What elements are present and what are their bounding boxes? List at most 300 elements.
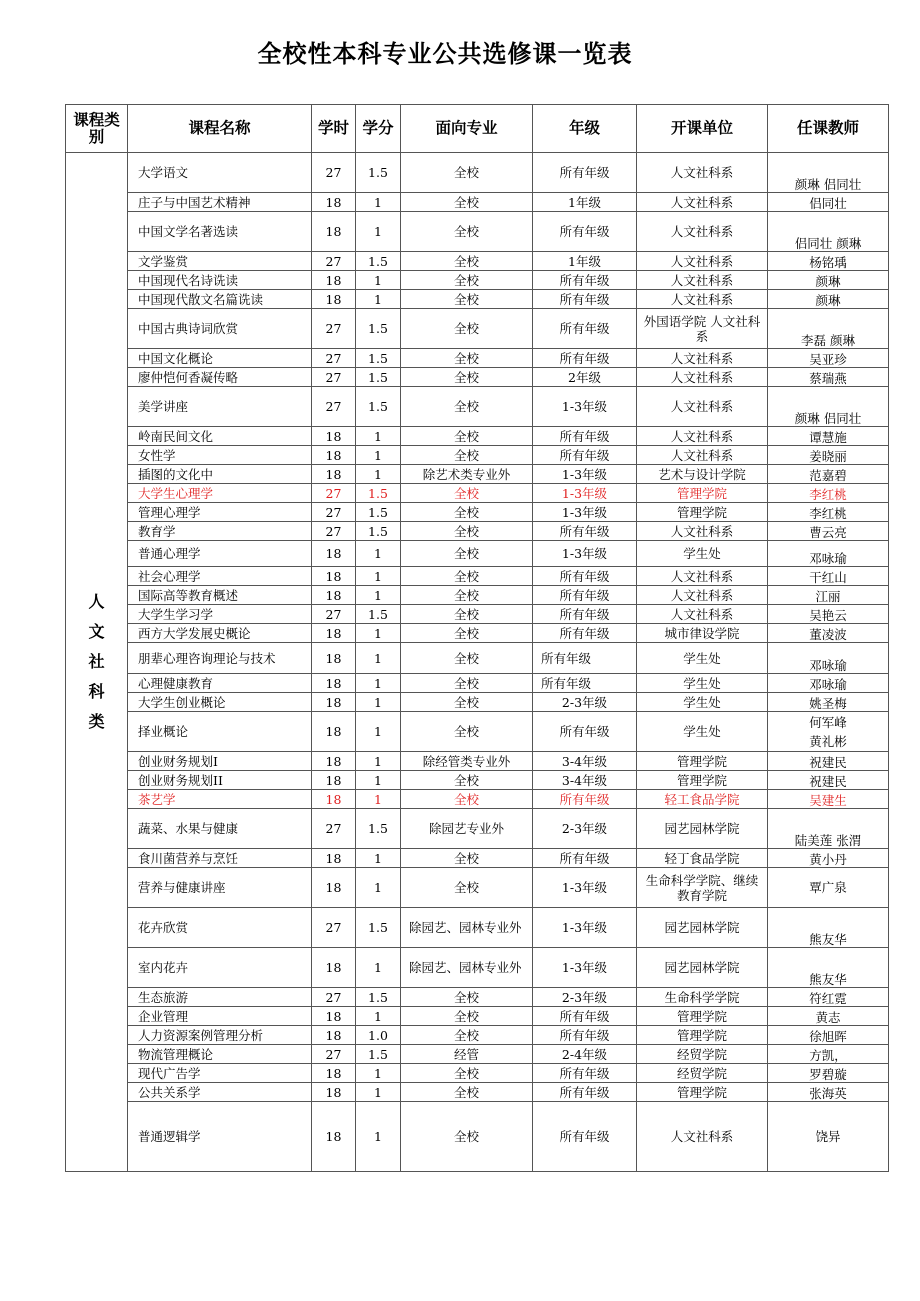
table-row [66, 567, 889, 586]
cell-teacher: 何军峰 黄礼彬 [768, 712, 889, 752]
cell-unit: 人文社科系 [637, 193, 768, 212]
cell-teacher: 邓咏瑜 [768, 643, 889, 674]
cell-major: 全校 [401, 1064, 533, 1083]
cell-credits: 1.5 [356, 349, 401, 368]
cell-major: 全校 [401, 674, 533, 693]
cell-credits: 1 [356, 586, 401, 605]
cell-major: 全校 [401, 252, 533, 271]
header-grade: 年级 [533, 105, 637, 153]
cell-name: 心理健康教育 [128, 674, 312, 693]
header-category: 课程类别 [66, 105, 128, 153]
cell-name: 大学生创业概论 [128, 693, 312, 712]
cell-teacher: 侣同壮 颜琳 [768, 212, 889, 252]
cell-credits: 1.5 [356, 484, 401, 503]
cell-name: 大学生学习学 [128, 605, 312, 624]
table-row [66, 427, 889, 446]
cell-hours: 18 [312, 427, 356, 446]
cell-hours: 18 [312, 624, 356, 643]
cell-teacher: 熊友华 [768, 948, 889, 988]
cell-hours: 18 [312, 212, 356, 252]
cell-credits: 1.0 [356, 1026, 401, 1045]
cell-teacher: 邓咏瑜 [768, 674, 889, 693]
cell-major: 全校 [401, 153, 533, 193]
cell-name: 文学鉴赏 [128, 252, 312, 271]
cell-name: 西方大学发展史概论 [128, 624, 312, 643]
cell-unit: 艺术与设计学院 [637, 465, 768, 484]
cell-name: 大学语文 [128, 153, 312, 193]
cell-unit: 生命科学学院、继续教育学院 [637, 868, 768, 908]
cell-credits: 1.5 [356, 153, 401, 193]
cell-major: 除园艺专业外 [401, 809, 533, 849]
cell-grade: 所有年级 [533, 1083, 637, 1102]
cell-grade: 所有年级 [533, 153, 637, 193]
cell-credits: 1 [356, 290, 401, 309]
cell-hours: 18 [312, 465, 356, 484]
cell-unit: 管理学院 [637, 503, 768, 522]
cell-hours: 18 [312, 849, 356, 868]
cell-grade: 2-3年级 [533, 988, 637, 1007]
header-credits: 学分 [356, 105, 401, 153]
header-unit: 开课单位 [637, 105, 768, 153]
cell-teacher: 董凌波 [768, 624, 889, 643]
cell-teacher: 吴艳云 [768, 605, 889, 624]
cell-name: 中国古典诗词欣赏 [128, 309, 312, 349]
cell-major: 全校 [401, 790, 533, 809]
cell-hours: 18 [312, 1064, 356, 1083]
cell-major: 经管 [401, 1045, 533, 1064]
cell-grade: 所有年级 [533, 1064, 637, 1083]
cell-name: 廖仲恺何香凝传略 [128, 368, 312, 387]
cell-teacher: 侣同壮 [768, 193, 889, 212]
cell-grade: 所有年级 [533, 446, 637, 465]
cell-major: 全校 [401, 193, 533, 212]
cell-teacher: 祝建民 [768, 752, 889, 771]
cell-major: 全校 [401, 605, 533, 624]
table-row [66, 484, 889, 503]
cell-unit: 外国语学院 人文社科系 [637, 309, 768, 349]
cell-teacher: 熊友华 [768, 908, 889, 948]
cell-teacher: 范嘉碧 [768, 465, 889, 484]
cell-major: 全校 [401, 484, 533, 503]
cell-hours: 18 [312, 1026, 356, 1045]
cell-credits: 1 [356, 446, 401, 465]
cell-name: 朋辈心理咨询理论与技术 [128, 643, 312, 674]
cell-hours: 18 [312, 771, 356, 790]
cell-unit: 人文社科系 [637, 212, 768, 252]
cell-major: 全校 [401, 868, 533, 908]
cell-unit: 学生处 [637, 693, 768, 712]
cell-credits: 1 [356, 567, 401, 586]
cell-unit: 人文社科系 [637, 522, 768, 541]
cell-teacher: 祝建民 [768, 771, 889, 790]
cell-unit: 人文社科系 [637, 252, 768, 271]
cell-name: 生态旅游 [128, 988, 312, 1007]
cell-credits: 1 [356, 712, 401, 752]
cell-major: 全校 [401, 541, 533, 567]
cell-grade: 1年级 [533, 193, 637, 212]
cell-teacher: 干红山 [768, 567, 889, 586]
cell-hours: 18 [312, 712, 356, 752]
cell-teacher: 吴建生 [768, 790, 889, 809]
cell-major: 全校 [401, 693, 533, 712]
cell-unit: 轻丁食品学院 [637, 849, 768, 868]
cell-teacher: 姚圣梅 [768, 693, 889, 712]
category-cell [66, 153, 128, 1172]
table-row [66, 624, 889, 643]
cell-unit: 经贸学院 [637, 1064, 768, 1083]
cell-credits: 1 [356, 693, 401, 712]
cell-credits: 1 [356, 624, 401, 643]
table-row [66, 1007, 889, 1026]
cell-hours: 18 [312, 567, 356, 586]
cell-teacher: 李红桃 [768, 503, 889, 522]
cell-major: 全校 [401, 349, 533, 368]
table-row [66, 643, 889, 674]
cell-hours: 27 [312, 368, 356, 387]
cell-grade: 1年级 [533, 252, 637, 271]
table-row [66, 1026, 889, 1045]
cell-name: 室内花卉 [128, 948, 312, 988]
cell-name: 女性学 [128, 446, 312, 465]
cell-major: 全校 [401, 271, 533, 290]
cell-teacher: 罗碧璇 [768, 1064, 889, 1083]
header-name: 课程名称 [128, 105, 312, 153]
course-table-body [66, 153, 889, 1172]
cell-grade: 所有年级 [533, 605, 637, 624]
cell-teacher: 谭慧施 [768, 427, 889, 446]
cell-unit: 管理学院 [637, 771, 768, 790]
cell-credits: 1.5 [356, 522, 401, 541]
header-teacher: 任课教师 [768, 105, 889, 153]
cell-name: 公共关系学 [128, 1083, 312, 1102]
cell-unit: 人文社科系 [637, 290, 768, 309]
cell-credits: 1.5 [356, 387, 401, 427]
cell-unit: 城市律设学院 [637, 624, 768, 643]
cell-hours: 18 [312, 290, 356, 309]
cell-grade: 所有年级 [533, 522, 637, 541]
cell-name: 普通逻辑学 [128, 1102, 312, 1172]
cell-unit: 人文社科系 [637, 271, 768, 290]
cell-unit: 学生处 [637, 541, 768, 567]
cell-unit: 人文社科系 [637, 1102, 768, 1172]
cell-name: 教育学 [128, 522, 312, 541]
cell-credits: 1 [356, 849, 401, 868]
table-row [66, 674, 889, 693]
cell-major: 除园艺、园林专业外 [401, 948, 533, 988]
cell-grade: 所有年级 [533, 712, 637, 752]
table-row [66, 349, 889, 368]
cell-major: 全校 [401, 771, 533, 790]
table-row [66, 790, 889, 809]
cell-grade: 1-3年级 [533, 948, 637, 988]
cell-hours: 27 [312, 349, 356, 368]
cell-teacher: 徐旭晖 [768, 1026, 889, 1045]
table-row [66, 1083, 889, 1102]
cell-grade: 1-3年级 [533, 868, 637, 908]
header-hours: 学时 [312, 105, 356, 153]
cell-teacher: 姜晓丽 [768, 446, 889, 465]
cell-unit: 学生处 [637, 712, 768, 752]
cell-name: 中国文学名著选读 [128, 212, 312, 252]
cell-name: 物流管理概论 [128, 1045, 312, 1064]
table-row [66, 465, 889, 484]
cell-name: 食川菌营养与烹饪 [128, 849, 312, 868]
cell-credits: 1 [356, 212, 401, 252]
cell-major: 全校 [401, 1026, 533, 1045]
table-row [66, 605, 889, 624]
category-char: 科 [88, 682, 105, 701]
category-char: 类 [88, 712, 105, 731]
cell-grade: 所有年级 [533, 567, 637, 586]
cell-teacher: 颜琳 [768, 290, 889, 309]
cell-credits: 1.5 [356, 252, 401, 271]
cell-grade: 1-3年级 [533, 503, 637, 522]
cell-grade: 所有年级 [533, 790, 637, 809]
cell-name: 中国文化概论 [128, 349, 312, 368]
cell-hours: 27 [312, 503, 356, 522]
cell-grade: 3-4年级 [533, 752, 637, 771]
cell-teacher: 吴亚珍 [768, 349, 889, 368]
cell-teacher: 李红桃 [768, 484, 889, 503]
cell-hours: 18 [312, 1007, 356, 1026]
table-row [66, 522, 889, 541]
cell-credits: 1 [356, 1102, 401, 1172]
cell-unit: 园艺园林学院 [637, 908, 768, 948]
cell-credits: 1 [356, 427, 401, 446]
cell-grade: 3-4年级 [533, 771, 637, 790]
cell-major: 除艺术类专业外 [401, 465, 533, 484]
cell-credits: 1 [356, 465, 401, 484]
cell-credits: 1.5 [356, 503, 401, 522]
cell-unit: 经贸学院 [637, 1045, 768, 1064]
cell-grade: 所有年级 [533, 586, 637, 605]
cell-grade: 所有年级 [533, 849, 637, 868]
page-title: 全校性本科专业公共选修课一览表 [257, 40, 633, 68]
cell-unit: 园艺园林学院 [637, 948, 768, 988]
cell-name: 创业财务规划I [128, 752, 312, 771]
cell-credits: 1.5 [356, 809, 401, 849]
cell-unit: 轻工食品学院 [637, 790, 768, 809]
cell-unit: 管理学院 [637, 1083, 768, 1102]
cell-name: 营养与健康讲座 [128, 868, 312, 908]
cell-name: 花卉欣赏 [128, 908, 312, 948]
cell-grade: 所有年级 [533, 1026, 637, 1045]
cell-unit: 管理学院 [637, 1026, 768, 1045]
cell-teacher: 杨铭瑀 [768, 252, 889, 271]
header-major: 面向专业 [401, 105, 533, 153]
cell-unit: 人文社科系 [637, 427, 768, 446]
cell-unit: 学生处 [637, 674, 768, 693]
cell-grade: 所有年级 [533, 427, 637, 446]
cell-name: 人力资源案例管理分析 [128, 1026, 312, 1045]
cell-unit: 管理学院 [637, 1007, 768, 1026]
table-row [66, 908, 889, 948]
cell-hours: 27 [312, 605, 356, 624]
cell-grade: 所有年级 [533, 212, 637, 252]
cell-unit: 学生处 [637, 643, 768, 674]
cell-major: 全校 [401, 567, 533, 586]
cell-credits: 1.5 [356, 908, 401, 948]
cell-major: 全校 [401, 988, 533, 1007]
cell-grade: 1-3年级 [533, 908, 637, 948]
table-row [66, 988, 889, 1007]
cell-hours: 27 [312, 484, 356, 503]
cell-hours: 18 [312, 752, 356, 771]
cell-grade: 1-3年级 [533, 387, 637, 427]
table-row [66, 503, 889, 522]
cell-hours: 27 [312, 387, 356, 427]
table-row [66, 368, 889, 387]
cell-credits: 1 [356, 1007, 401, 1026]
cell-hours: 18 [312, 271, 356, 290]
cell-major: 全校 [401, 212, 533, 252]
cell-credits: 1 [356, 193, 401, 212]
cell-hours: 27 [312, 908, 356, 948]
cell-hours: 18 [312, 1102, 356, 1172]
table-row [66, 541, 889, 567]
table-row [66, 868, 889, 908]
cell-name: 中国现代散文名篇诜读 [128, 290, 312, 309]
cell-hours: 18 [312, 446, 356, 465]
table-row [66, 309, 889, 349]
cell-grade: 所有年级 [533, 1102, 637, 1172]
cell-grade: 2-3年级 [533, 809, 637, 849]
cell-credits: 1.5 [356, 605, 401, 624]
table-row [66, 771, 889, 790]
cell-teacher: 符红霓 [768, 988, 889, 1007]
cell-name: 现代广告学 [128, 1064, 312, 1083]
cell-teacher: 颜琳 [768, 271, 889, 290]
cell-hours: 27 [312, 1045, 356, 1064]
cell-hours: 18 [312, 643, 356, 674]
table-row [66, 693, 889, 712]
category-char: 人 [88, 592, 105, 611]
cell-name: 择业概论 [128, 712, 312, 752]
cell-grade: 所有年级 [533, 290, 637, 309]
cell-major: 全校 [401, 1007, 533, 1026]
cell-grade: 2年级 [533, 368, 637, 387]
cell-hours: 27 [312, 522, 356, 541]
table-row [66, 1045, 889, 1064]
table-row [66, 153, 889, 193]
cell-name: 插图的文化中 [128, 465, 312, 484]
cell-hours: 27 [312, 809, 356, 849]
cell-grade: 1-3年级 [533, 541, 637, 567]
cell-hours: 27 [312, 988, 356, 1007]
cell-major: 全校 [401, 586, 533, 605]
cell-teacher: 李磊 颜琳 [768, 309, 889, 349]
cell-major: 全校 [401, 522, 533, 541]
cell-unit: 人文社科系 [637, 387, 768, 427]
cell-major: 全校 [401, 1102, 533, 1172]
cell-name: 庄子与中国艺术精神 [128, 193, 312, 212]
cell-unit: 管理学院 [637, 484, 768, 503]
cell-credits: 1.5 [356, 988, 401, 1007]
cell-teacher: 张海英 [768, 1083, 889, 1102]
cell-credits: 1 [356, 752, 401, 771]
cell-credits: 1 [356, 271, 401, 290]
cell-major: 全校 [401, 290, 533, 309]
cell-unit: 人文社科系 [637, 567, 768, 586]
cell-hours: 18 [312, 1083, 356, 1102]
cell-grade: 2-3年级 [533, 693, 637, 712]
cell-name: 中国现代名诗诜读 [128, 271, 312, 290]
cell-teacher: 陆美莲 张渭 [768, 809, 889, 849]
cell-name: 岭南民间文化 [128, 427, 312, 446]
cell-grade: 所有年级 [533, 309, 637, 349]
table-row [66, 387, 889, 427]
cell-name: 社会心理学 [128, 567, 312, 586]
cell-unit: 人文社科系 [637, 368, 768, 387]
cell-unit: 人文社科系 [637, 153, 768, 193]
cell-grade: 所有年级 [533, 1007, 637, 1026]
table-row [66, 948, 889, 988]
cell-name: 大学生心理学 [128, 484, 312, 503]
cell-unit: 人文社科系 [637, 446, 768, 465]
cell-hours: 27 [312, 309, 356, 349]
cell-unit: 生命科学学院 [637, 988, 768, 1007]
table-row [66, 1064, 889, 1083]
cell-major: 全校 [401, 849, 533, 868]
cell-hours: 18 [312, 790, 356, 809]
cell-hours: 18 [312, 693, 356, 712]
cell-grade: 所有年级 [533, 624, 637, 643]
cell-credits: 1 [356, 1083, 401, 1102]
cell-grade: 所有年级 [533, 271, 637, 290]
cell-major: 除经管类专业外 [401, 752, 533, 771]
cell-grade: 所有年级 [533, 674, 637, 693]
cell-teacher: 江丽 [768, 586, 889, 605]
table-row [66, 1102, 889, 1172]
cell-name: 企业管理 [128, 1007, 312, 1026]
table-row [66, 290, 889, 309]
cell-major: 全校 [401, 624, 533, 643]
cell-hours: 18 [312, 586, 356, 605]
cell-teacher: 覃广泉 [768, 868, 889, 908]
cell-grade: 所有年级 [533, 643, 637, 674]
table-row [66, 271, 889, 290]
cell-major: 全校 [401, 427, 533, 446]
cell-name: 美学讲座 [128, 387, 312, 427]
cell-credits: 1.5 [356, 368, 401, 387]
cell-major: 全校 [401, 503, 533, 522]
cell-unit: 管理学院 [637, 752, 768, 771]
cell-grade: 2-4年级 [533, 1045, 637, 1064]
cell-credits: 1 [356, 1064, 401, 1083]
cell-major: 全校 [401, 387, 533, 427]
cell-credits: 1 [356, 790, 401, 809]
table-row [66, 193, 889, 212]
table-row [66, 712, 889, 752]
table-header-row [66, 105, 889, 153]
cell-name: 国际高等教育概述 [128, 586, 312, 605]
cell-hours: 27 [312, 252, 356, 271]
cell-grade: 所有年级 [533, 349, 637, 368]
cell-hours: 18 [312, 541, 356, 567]
cell-credits: 1 [356, 643, 401, 674]
cell-unit: 人文社科系 [637, 349, 768, 368]
cell-unit: 园艺园林学院 [637, 809, 768, 849]
cell-major: 全校 [401, 712, 533, 752]
table-row [66, 446, 889, 465]
cell-credits: 1 [356, 674, 401, 693]
cell-name: 普通心理学 [128, 541, 312, 567]
cell-credits: 1 [356, 948, 401, 988]
cell-teacher: 方凯， [768, 1045, 889, 1064]
cell-major: 除园艺、园林专业外 [401, 908, 533, 948]
table-row [66, 212, 889, 252]
cell-credits: 1 [356, 771, 401, 790]
